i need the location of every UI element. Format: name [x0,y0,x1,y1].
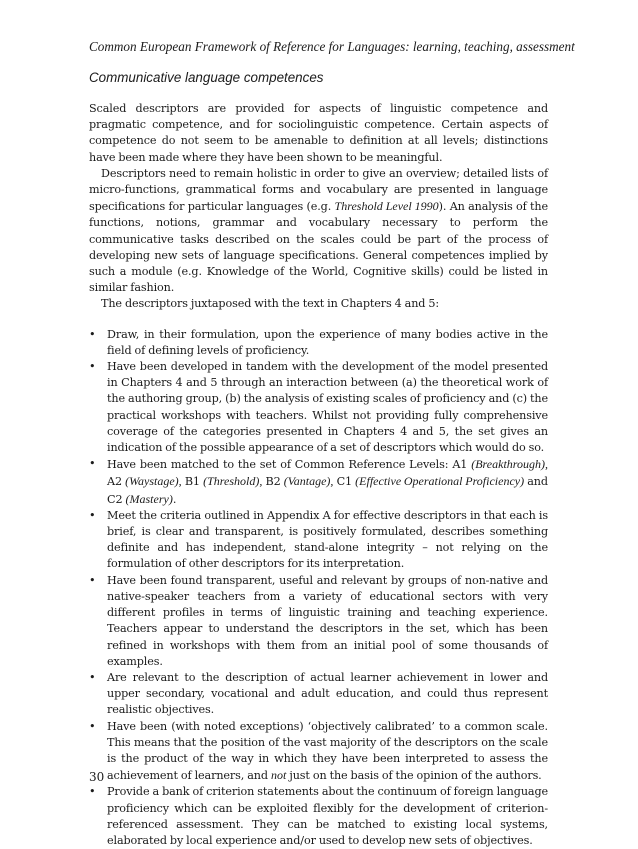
paragraph-2: Descriptors need to remain holistic in order to give an overview; detailed lists of micro-functions, grammatical forms and vocabulary are presented in language specifications for particular languages (e.g. Threshold Level 1990). An analysis of the functions, notions, grammar and vocabulary necessary to perform the communicative tasks described on the scales could be part of the process of developing new sets of language specifications. General competences implied by such a module (e.g. Knowledge of the World, Cognitive skills) could be listed in similar fashion. [89,166,548,295]
threshold-level-reference: Threshold Level 1990 [334,199,439,214]
list-item: • Have been developed in tandem with the development of the model presented in Chapters 4 and 5 through an interaction between (a) the theoretical work of the authoring group, (b) the analysis of existing scales of proficiency and (c) the practical workshops with teachers. Whilst not providing fully comprehensive coverage of the categories presented in Chapters 4 and 5, the set gives an indication of the possible appearance of a set of descriptors which would do so. [89,360,548,455]
page-number: 30 [89,770,105,784]
list-item: • Provide a bank of criterion statements about the continuum of foreign language proficiency which can be exploited flexibly for the development of criterion-referenced assessment. They can be matched to existing local systems, elaborated by local experience and/or used to develop new sets of objectives. [89,785,548,847]
bullet-marker: • [89,508,96,522]
list-item: • Have been matched to the set of Common Reference Levels: A1 (Breakthrough), A2 (Waystage), B1 (Threshold), B2 (Vantage), C1 (Effective Operational Proficiency) and C2 (Mastery). [89,457,548,506]
paragraph-1: Scaled descriptors are provided for aspects of linguistic competence and pragmatic competence, and for sociolinguistic competence. Certain aspects of competence do not seem to be amenable to definition at all levels; distinctions have been made where they have been shown to be meaningful. [89,102,548,164]
list-item: • Are relevant to the description of actual learner achievement in lower and upper secondary, vocational and adult education, and could thus represent realistic objectives. [89,670,548,717]
paragraph-3: The descriptors juxtaposed with the text in Chapters 4 and 5: [101,297,440,311]
running-header: Common European Framework of Reference for Languages: learning, teaching, assessment [89,39,575,54]
section-title: Communicative language competences [89,70,324,85]
bullet-marker: • [89,719,96,733]
bullet-marker: • [89,457,96,471]
list-item: • Have been found transparent, useful and relevant by groups of non-native and native-speaker teachers from a variety of educational sectors with very different profiles in terms of linguistic training and teaching experience. Teachers appear to understand the descriptors in the set, which has been refined in workshops with them from an initial pool of some thousands of examples. [89,573,548,668]
bullet-marker: • [89,360,96,374]
list-item: • Draw, in their formulation, upon the experience of many bodies active in the field of defining levels of proficiency. [89,327,548,357]
list-item: • Have been (with noted exceptions) ‘objectively calibrated’ to a common scale. This means that the position of the vast majority of the descriptors on the scale is the product of the way in which they have been interpreted to assess the achievement of learners, and not just on the basis of the opinion of the authors. [89,719,548,783]
body-text [89,101,548,849]
bullet-marker: • [89,327,96,341]
bullet-marker: • [89,670,96,684]
bullet-marker: • [89,573,96,587]
list-item: • Meet the criteria outlined in Appendix A for effective descriptors in that each is brief, is clear and transparent, is positively formulated, describes something definite and has independent, stand-alone integrity – not relying on the formulation of other descriptors for its interpretation. [89,508,548,571]
bullet-marker: • [89,785,96,799]
descriptor-list [89,327,548,849]
